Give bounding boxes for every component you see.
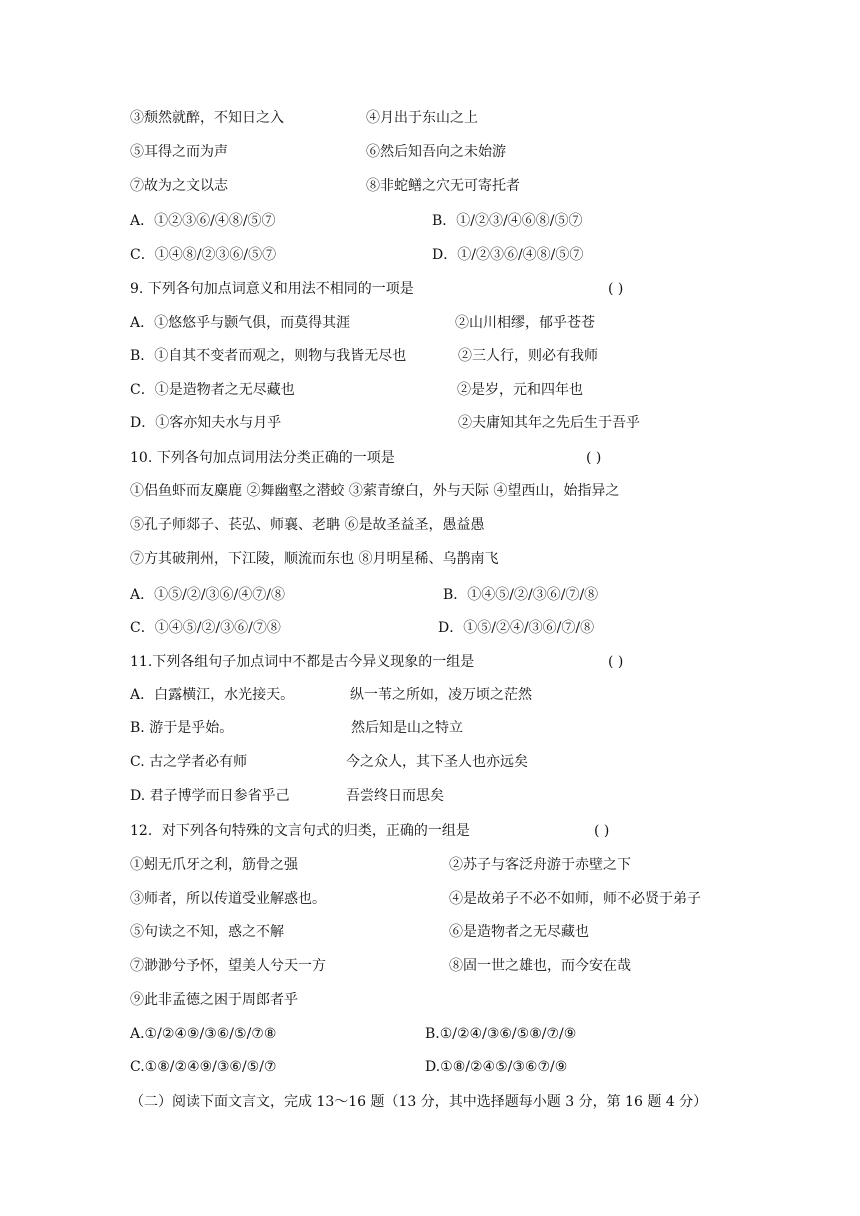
q12-option-b: B.①/②④/③⑥/⑤⑧/⑦/⑨	[425, 1026, 577, 1042]
q10-items-line-2: ⑤孔子师郯子、苌弘、师襄、老聃 ⑥是故圣益圣，愚益愚	[130, 517, 485, 533]
q9-option-c-right: ②是岁，元和四年也	[457, 382, 583, 398]
q12-item-9: ⑨此非孟德之困于周郎者乎	[130, 992, 298, 1008]
q10-items-line-1: ①侣鱼虾而友麋鹿 ②舞幽壑之潜蛟 ③萦青缭白，外与天际 ④望西山，始指异之	[130, 483, 620, 499]
q12-option-a: A.①/②④⑨/③⑥/⑤/⑦⑧	[130, 1026, 277, 1042]
q12-item-1: ①蚓无爪牙之利，筋骨之强	[130, 857, 298, 873]
q12-item-6: ⑥是造物者之无尽藏也	[449, 924, 589, 940]
q8-item-7: ⑦故为之文以志	[130, 178, 228, 194]
q12-option-d: D.①⑧/②④⑤/③⑥⑦/⑨	[425, 1059, 568, 1075]
q12-stem: 12．对下列各句特殊的文言句式的归类，正确的一组是	[130, 823, 470, 839]
q8-option-a: A．①②③⑥/④⑧/⑤⑦	[130, 213, 276, 229]
q10-items-line-3: ⑦方其破荆州，下江陵，顺流而东也 ⑧月明星稀、乌鹊南飞	[130, 551, 499, 567]
q8-item-6: ⑥然后知吾向之未始游	[366, 144, 506, 160]
q10-answer-paren: ( )	[586, 450, 602, 466]
q11-option-b-left: B. 游于是乎始。	[130, 720, 234, 736]
q12-item-7: ⑦渺渺兮予怀，望美人兮天一方	[130, 958, 326, 974]
q8-option-c: C．①④⑧/②③⑥/⑤⑦	[130, 247, 277, 263]
q10-option-c: C．①④⑤/②/③⑥/⑦⑧	[130, 620, 281, 636]
q11-option-c-right: 今之众人，其下圣人也亦远矣	[346, 754, 528, 770]
q11-stem: 11.下列各组句子加点词中不都是古今异义现象的一组是	[130, 654, 475, 670]
q12-item-8: ⑧固一世之雄也，而今安在哉	[449, 958, 631, 974]
q12-answer-paren: ( )	[594, 823, 610, 839]
q10-stem: 10. 下列各句加点词用法分类正确的一项是	[130, 450, 395, 466]
q11-option-c-left: C. 古之学者必有师	[130, 754, 248, 770]
q9-stem: 9. 下列各句加点词意义和用法不相同的一项是	[130, 281, 414, 297]
q9-option-a-right: ②山川相缪，郁乎苍苍	[455, 315, 595, 331]
q11-option-b-right: 然后知是山之特立	[351, 720, 463, 736]
q12-item-2: ②苏子与客泛舟游于赤壁之下	[449, 857, 631, 873]
q12-option-c: C.①⑧/②④⑨/③⑥/⑤/⑦	[130, 1059, 277, 1075]
q9-option-a-left: A．①悠悠乎与颢气俱，而莫得其涯	[130, 315, 351, 331]
q8-item-8: ⑧非蛇鳝之穴无可寄托者	[366, 178, 520, 194]
q8-item-3: ③颓然就醉，不知日之入	[130, 110, 284, 126]
q12-item-5: ⑤句读之不知，惑之不解	[130, 924, 284, 940]
q11-answer-paren: ( )	[608, 654, 624, 670]
q11-option-a-right: 纵一苇之所如，凌万顷之茫然	[350, 687, 532, 703]
q10-option-a: A．①⑤/②/③⑥/④⑦/⑧	[130, 587, 285, 603]
q10-option-b: B．①④⑤/②/③⑥/⑦/⑧	[443, 587, 599, 603]
q9-option-b-right: ②三人行，则必有我师	[458, 348, 598, 364]
q11-option-d-left: D. 君子博学而日参省乎己	[130, 788, 290, 804]
section-2-heading: （二）阅读下面文言文，完成 13～16 题（13 分，其中选择题每小题 3 分，第 16 题 4 分）	[130, 1094, 708, 1110]
q9-option-b-left: B．①自其不变者而观之，则物与我皆无尽也	[130, 348, 407, 364]
q10-option-d: D．①⑤/②④/③⑥/⑦/⑧	[438, 620, 595, 636]
q8-item-5: ⑤耳得之而为声	[130, 144, 228, 160]
q9-option-c-left: C．①是造物者之无尽藏也	[130, 382, 295, 398]
q9-answer-paren: ( )	[608, 281, 624, 297]
q8-item-4: ④月出于东山之上	[366, 110, 478, 126]
q11-option-a-left: A．白露横江，水光接天。	[130, 687, 295, 703]
q9-option-d-right: ②夫庸知其年之先后生于吾乎	[458, 415, 640, 431]
q9-option-d-left: D．①客亦知夫水与月乎	[130, 415, 282, 431]
q8-option-b: B．①/②③/④⑥⑧/⑤⑦	[432, 213, 583, 229]
q8-option-d: D．①/②③⑥/④⑧/⑤⑦	[432, 247, 584, 263]
q11-option-d-right: 吾尝终日而思矣	[346, 788, 444, 804]
q12-item-3: ③师者，所以传道受业解惑也。	[130, 891, 326, 907]
q12-item-4: ④是故弟子不必不如师，师不必贤于弟子	[449, 891, 701, 907]
